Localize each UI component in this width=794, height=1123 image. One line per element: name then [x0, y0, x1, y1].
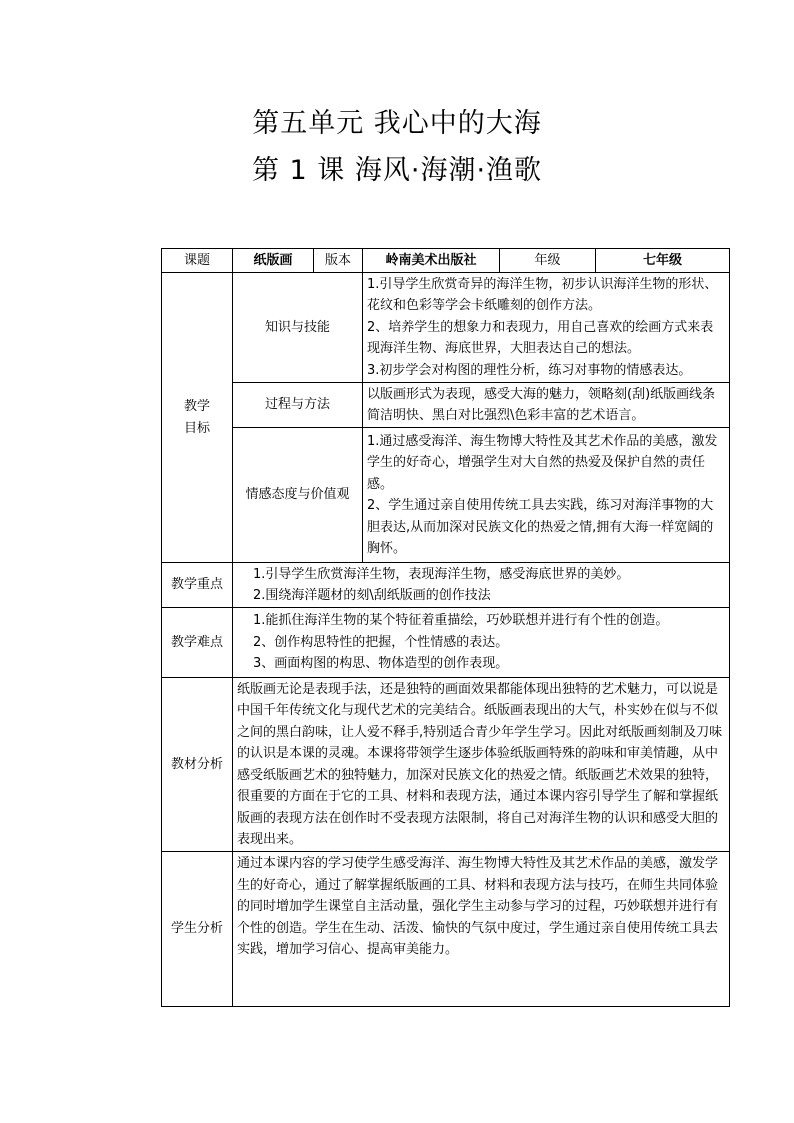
key-points-text — [233, 563, 730, 608]
student-analysis-row — [162, 852, 730, 1007]
process-text: 以版画形式为表现，感受大海的魅力，领略刻(刮)纸版画线条简洁明快、黑白对比强烈\色彩丰富的艺术语言。 — [363, 383, 730, 428]
emotion-line: 1.通过感受海洋、海生物博大特性及其艺术作品的美感，激发学生的好奇心，增强学生对大自然的热爱及保护自然的责任感。 — [367, 433, 718, 492]
student-analysis-text: 通过本课内容的学习使学生感受海洋、海生物博大特性及其艺术作品的美感，激发学生的好奇心，通过了解掌握纸版画的工具、材料和表现方法与技巧，在师生共同体验的同时增加学生课堂自主活动量，强化学生主动参与学习的过程，巧妙联想并进行有个性的创造。学生在生动、活泼、愉快的气氛中度过，学生通过亲自使用传统工具去实践，增加学习信心、提高审美能力。 — [233, 852, 730, 1007]
objectives-label: 教学 目标 — [162, 273, 233, 563]
knowledge-text — [363, 273, 730, 383]
lesson-plan-table — [161, 248, 730, 1007]
key-point-line: 1.引导学生欣赏海洋生物，表现海洋生物，感受海底世界的美妙。 — [253, 566, 630, 582]
material-analysis-label: 教材分析 — [162, 678, 233, 852]
keti-value: 纸版画 — [233, 249, 314, 273]
unit-title: 第五单元 我心中的大海 — [252, 108, 542, 139]
objective-emotion-row — [162, 428, 730, 563]
difficulty-line: 3、画面构图的构思、物体造型的创作表现。 — [253, 656, 509, 672]
material-analysis-text: 纸版画无论是表现手法，还是独特的画面效果都能体现出独特的艺术魅力，可以说是中国千年传统文化与现代艺术的完美结合。纸版画表现出的大气，朴实妙在似与不似之间的黑白韵味，让人爱不释手,特别适合青少年学生学习。因此对纸版画刻制及刀味的认识是本课的灵魂。本课将带领学生逐步体验纸版画特殊的韵味和审美情趣，从中感受纸版画艺术的独特魅力，加深对民族文化的热爱之情。纸版画艺术效果的独特，很重要的方面在于它的工具、材料和表现方法，通过本课内容引导学生了解和掌握纸版画的表现方法在创作时不受表现方法限制，将自己对海洋生物的认识和感受大胆的表现出来。 — [233, 678, 730, 852]
key-points-label: 教学重点 — [162, 563, 233, 608]
nianji-value: 七年级 — [596, 249, 730, 273]
knowledge-line: 3.初步学会对构图的理性分析，练习对事物的情感表达。 — [367, 362, 692, 378]
process-label: 过程与方法 — [233, 383, 363, 428]
difficulties-label: 教学难点 — [162, 608, 233, 678]
material-analysis-row — [162, 678, 730, 852]
key-points-row — [162, 563, 730, 608]
student-analysis-label: 学生分析 — [162, 852, 233, 1007]
emotion-label: 情感态度与价值观 — [233, 428, 363, 563]
objective-knowledge-row — [162, 273, 730, 383]
difficulty-line: 2、创作构思特性的把握，个性情感的表达。 — [253, 634, 509, 650]
difficulties-text — [233, 608, 730, 678]
header-row — [162, 249, 730, 273]
objective-process-row — [162, 383, 730, 428]
keti-label: 课题 — [162, 249, 233, 273]
emotion-text — [363, 428, 730, 563]
knowledge-label: 知识与技能 — [233, 273, 363, 383]
banben-value: 岭南美术出版社 — [363, 249, 500, 273]
nianji-label: 年级 — [500, 249, 596, 273]
difficulty-line: 1.能抓住海洋生物的某个特征着重描绘，巧妙联想并进行有个性的创造。 — [253, 613, 669, 629]
knowledge-line: 2、培养学生的想象力和表现力，用自己喜欢的绘画方式来表现海洋生物、海底世界，大胆表达自己的想法。 — [367, 319, 714, 357]
difficulties-row — [162, 608, 730, 678]
lesson-title: 第 1 课 海风·海潮·渔歌 — [251, 155, 543, 186]
banben-label: 版本 — [314, 249, 363, 273]
emotion-line: 2、学生通过亲自使用传统工具去实践，练习对海洋事物的大胆表达,从而加深对民族文化的热爱之情,拥有大海一样宽阔的胸怀。 — [367, 498, 714, 556]
key-point-line: 2.围绕海洋题材的刻\刮纸版画的创作技法 — [253, 588, 491, 603]
knowledge-line: 1.引导学生欣赏奇异的海洋生物，初步认识海洋生物的形状、花纹和色彩等学会卡纸雕刻的创作方法。 — [367, 276, 718, 314]
